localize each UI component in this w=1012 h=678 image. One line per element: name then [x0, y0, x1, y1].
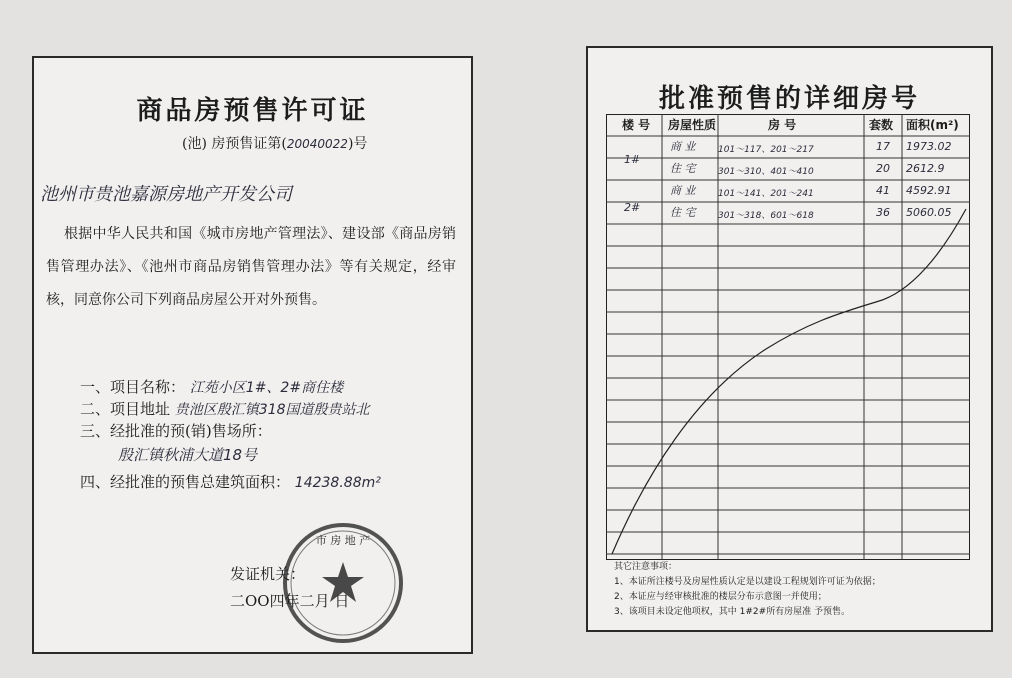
- project-address-value: 贵池区殷汇镇318国道殷贵站北: [174, 402, 370, 418]
- presale-permit-page: [32, 56, 473, 654]
- note-1: 1、本证所注楼号及房屋性质认定是以建设工程规划许可证为依据；: [614, 577, 881, 587]
- row4-area: 5060.05: [906, 206, 952, 219]
- row3-type: 商 业: [670, 184, 696, 197]
- row1-area: 1973.02: [906, 140, 952, 153]
- presale-area-row: [80, 471, 381, 492]
- row3-building: 2#: [624, 201, 641, 214]
- project-name-value: 江苑小区1#、2#商住楼: [189, 380, 344, 396]
- cert-number-value: 20040022: [286, 137, 348, 151]
- row4-type: 住 宅: [670, 206, 696, 219]
- permit-body-text: 根据中华人民共和国《城市房地产管理法》、建设部《商品房销售管理办法》、《池州市商品房销售管理办法》等有关规定，经审核，同意你公司下列商品房屋公开对外预售。: [46, 226, 456, 308]
- header-property-type: 房屋性质: [668, 118, 717, 132]
- note-2: 2、本证应与经审核批准的楼层分布示意图一并使用；: [614, 592, 827, 602]
- presale-area-value: 14238.88m²: [294, 475, 381, 491]
- row4-rooms: 301～318、601～618: [718, 211, 814, 221]
- row3-rooms: 101～141、201～241: [718, 189, 814, 199]
- header-building: 楼 号: [622, 118, 651, 132]
- row1-building: 1#: [624, 153, 641, 166]
- issuing-authority-label: 发证机关：: [230, 565, 306, 583]
- sales-location-value: 殷汇镇秋浦大道18号: [118, 446, 258, 464]
- row2-count: 20: [876, 162, 890, 175]
- cert-suffix: )号: [347, 136, 368, 152]
- project-name-row: [80, 376, 343, 397]
- notes-title: 其它注意事项：: [614, 562, 678, 572]
- row4-count: 36: [876, 206, 890, 219]
- row1-count: 17: [876, 140, 890, 153]
- issue-date: 二OO四年二月 日: [230, 592, 350, 610]
- project-address-label: 二、项目地址: [80, 400, 171, 418]
- header-area: 面积(m²): [906, 118, 959, 132]
- row2-area: 2612.9: [906, 162, 945, 175]
- cert-prefix: (池): [182, 136, 207, 152]
- permit-title: 商品房预售许可证: [136, 96, 369, 126]
- sales-location-row: [80, 420, 272, 441]
- notes-section: [614, 560, 881, 620]
- strike-through-curve: [612, 209, 966, 554]
- row1-rooms: 101～117、201～217: [718, 145, 814, 155]
- note-3: 3、该项目未设定他项权，其中 1#2#所有房屋准 予预售。: [614, 607, 850, 617]
- header-room-numbers: 房 号: [768, 118, 797, 132]
- row3-area: 4592.91: [906, 184, 952, 197]
- room-detail-title: 批准预售的详细房号: [658, 84, 920, 114]
- cert-mid: 房预售证第(: [211, 136, 287, 152]
- project-name-label: 一、项目名称：: [80, 378, 186, 396]
- sales-location-label: 三、经批准的预(销)售场所：: [80, 422, 272, 440]
- room-detail-page: [586, 46, 993, 632]
- presale-area-label: 四、经批准的预售总建筑面积：: [80, 473, 291, 491]
- room-table-grid: [606, 114, 970, 560]
- row3-count: 41: [876, 184, 890, 197]
- header-count: 套数: [869, 118, 894, 132]
- company-name: 池州市贵池嘉源房地产开发公司: [40, 184, 292, 205]
- project-address-row: [80, 398, 370, 419]
- row2-type: 住 宅: [670, 162, 696, 175]
- row2-rooms: 301～310、401～410: [718, 167, 814, 177]
- row1-type: 商 业: [670, 140, 696, 153]
- certificate-number: [182, 133, 367, 153]
- svg-text:市 房 地 产: 市 房 地 产: [315, 534, 371, 547]
